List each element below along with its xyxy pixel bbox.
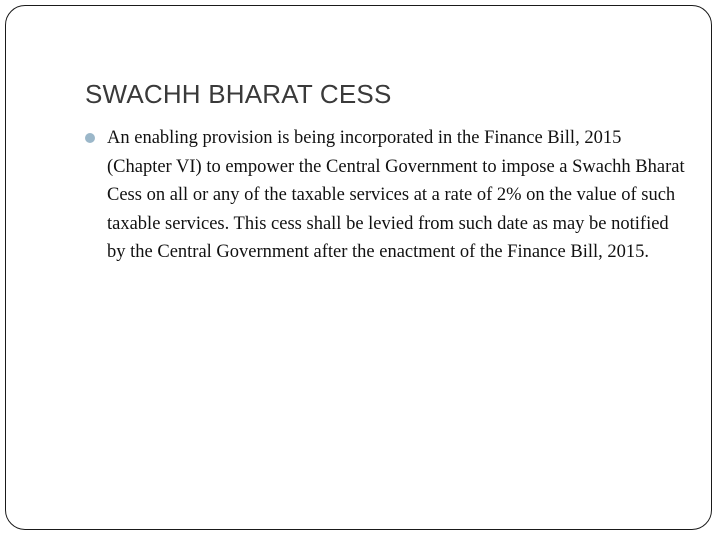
- bullet-dot-icon: [85, 133, 95, 143]
- list-item: [85, 124, 689, 267]
- slide-frame: [5, 5, 712, 530]
- slide-title: SWACHH BHARAT CESS: [85, 79, 392, 109]
- bullet-list: [85, 124, 689, 267]
- bullet-text: An enabling provision is being incorporated in the Finance Bill, 2015 (Chapter VI) to empower the Central Government to impose a Swachh Bharat Cess on all or any of the taxable services at a rate of 2% on the value of such taxable services. This cess shall be levied from such date as may be notified by the Central Government after the enactment of the Finance Bill, 2015.: [107, 128, 685, 263]
